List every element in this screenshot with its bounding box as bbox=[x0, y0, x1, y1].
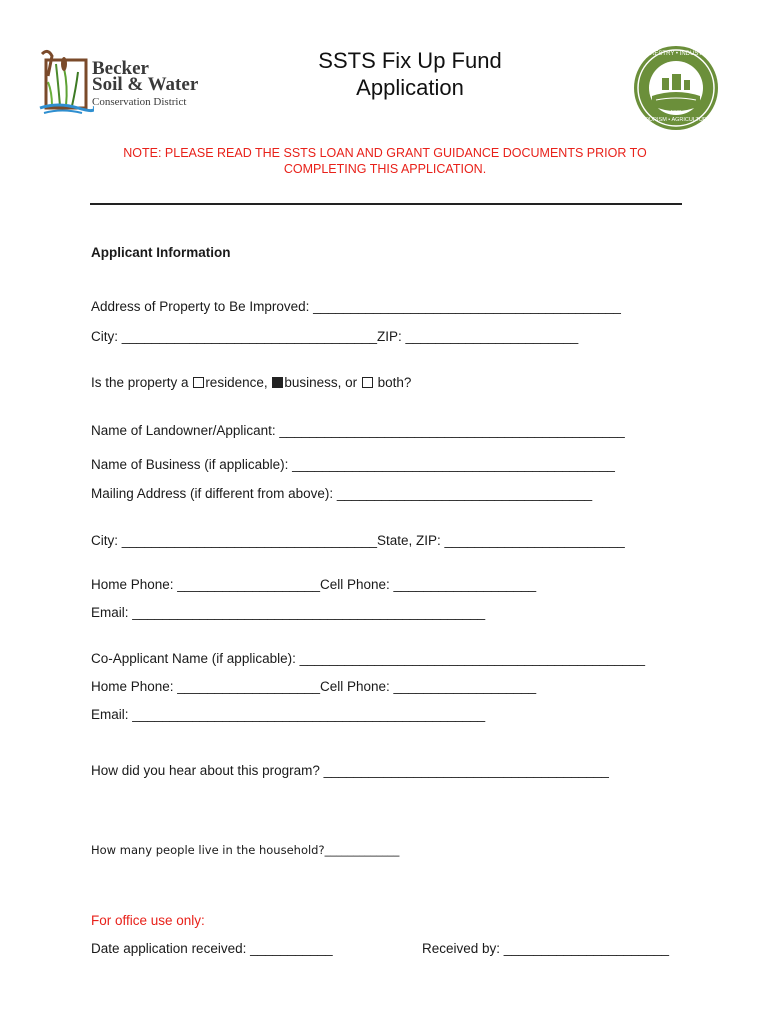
address-field[interactable]: Address of Property to Be Improved: _________________________________________ bbox=[91, 299, 621, 314]
cattail-logo-icon bbox=[38, 46, 94, 116]
business-checkbox[interactable] bbox=[272, 377, 283, 388]
landowner-name-field[interactable]: Name of Landowner/Applicant: ______________________________________________ bbox=[91, 423, 625, 438]
business-label: business, or bbox=[284, 375, 361, 390]
district-logo bbox=[38, 46, 198, 116]
phone-fields-coapplicant[interactable]: Home Phone: ___________________Cell Phone: ___________________ bbox=[91, 679, 537, 694]
seal-year-text: 1871 bbox=[670, 110, 682, 116]
received-by-field[interactable]: Received by: ______________________ bbox=[422, 941, 669, 956]
property-type-question bbox=[91, 375, 411, 390]
mailing-address-field[interactable]: Mailing Address (if different from above): __________________________________ bbox=[91, 486, 593, 501]
document-title-line-2: Application bbox=[356, 75, 464, 100]
header-divider bbox=[90, 203, 682, 205]
property-type-prefix: Is the property a bbox=[91, 375, 193, 390]
residence-label: residence, bbox=[205, 375, 272, 390]
city-state-zip-field[interactable]: City: __________________________________State, ZIP: ________________________ bbox=[91, 533, 625, 548]
email-field-applicant[interactable]: Email: _______________________________________________ bbox=[91, 605, 486, 620]
section-title-applicant: Applicant Information bbox=[91, 245, 231, 260]
residence-checkbox[interactable] bbox=[193, 377, 204, 388]
county-seal bbox=[632, 44, 720, 132]
coapplicant-name-field[interactable]: Co-Applicant Name (if applicable): ______________________________________________ bbox=[91, 651, 645, 666]
office-use-heading: For office use only: bbox=[91, 913, 205, 928]
document-title-line-1: SSTS Fix Up Fund bbox=[318, 48, 502, 73]
email-field-coapplicant[interactable]: Email: _______________________________________________ bbox=[91, 707, 486, 722]
guidance-note-line-2: COMPLETING THIS APPLICATION. bbox=[283, 162, 487, 176]
phone-fields-applicant[interactable]: Home Phone: ___________________Cell Phone: ___________________ bbox=[91, 577, 537, 592]
both-label: both? bbox=[373, 375, 412, 390]
seal-top-text: FORESTRY • INDUSTRY bbox=[641, 51, 711, 57]
both-checkbox[interactable] bbox=[362, 377, 373, 388]
referral-source-field[interactable]: How did you hear about this program? ______________________________________ bbox=[91, 763, 609, 778]
date-received-field[interactable]: Date application received: ___________ bbox=[91, 941, 333, 956]
guidance-note-line-1: NOTE: PLEASE READ THE SSTS LOAN AND GRANT GUIDANCE DOCUMENTS PRIOR TO bbox=[123, 146, 647, 160]
seal-bottom-text: TOURISM • AGRICULTURE bbox=[641, 117, 711, 123]
city-zip-field[interactable]: City: __________________________________ZIP: _______________________ bbox=[91, 329, 579, 344]
logo-line-3: Conservation District bbox=[92, 96, 187, 108]
logo-line-2: Soil & Water bbox=[92, 74, 199, 95]
business-name-field[interactable]: Name of Business (if applicable): ___________________________________________ bbox=[91, 457, 615, 472]
household-size-field[interactable]: How many people live in the household?_____________ bbox=[91, 843, 400, 857]
logo-line-1: Becker bbox=[92, 58, 149, 79]
